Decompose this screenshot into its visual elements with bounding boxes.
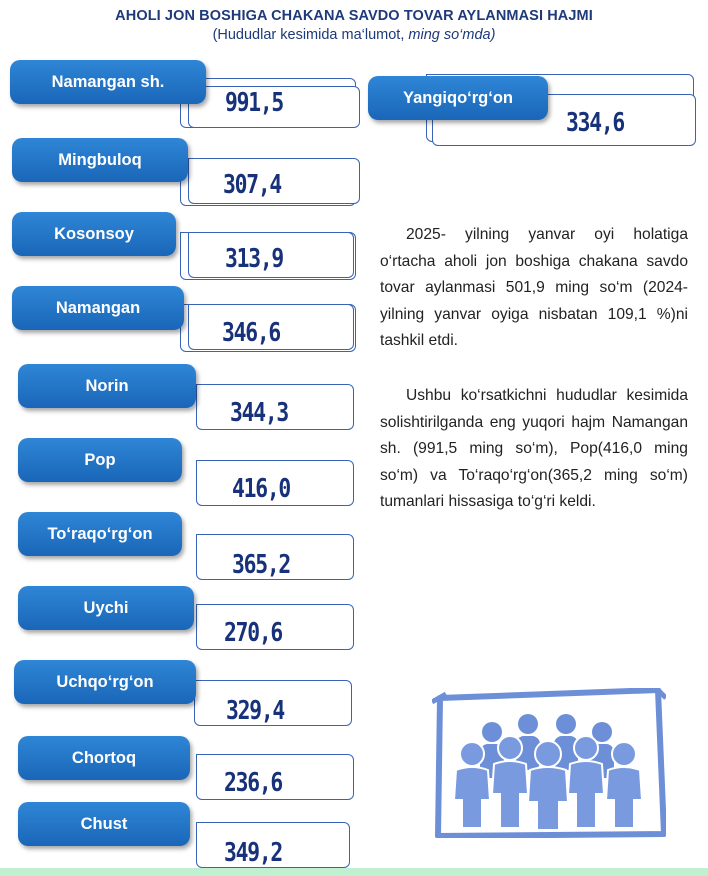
summary-paragraph: 2025- yilning yanvar oyi holatiga o‘rtacha aholi jon boshiga chakana savdo tovar aylanmasi 501,9 ming so‘m (2024- yilning yanvar oyiga nisbatan 109,1 %)ni tashkil etdi. (380, 226, 688, 350)
region-label: Norin (18, 364, 196, 408)
region-card-chortoq (18, 734, 358, 804)
page-subtitle (0, 27, 708, 43)
region-label: Uychi (18, 586, 194, 630)
region-label: Mingbuloq (12, 138, 188, 182)
region-label: Chortoq (18, 736, 190, 780)
region-card-namangan (10, 282, 360, 354)
region-value: 334,6 (566, 108, 625, 138)
region-value: 991,5 (225, 88, 284, 118)
region-card-kosonsoy (10, 210, 360, 280)
region-label: Pop (18, 438, 182, 482)
region-value: 313,9 (225, 244, 284, 274)
bottom-strip (0, 868, 708, 876)
region-label: Kosonsoy (12, 212, 176, 256)
comparison-paragraph: Ushbu ko‘rsatkichni hududlar kesimida solishtirilganda eng yuqori hajm Namangan sh. (991,5 ming so‘m), Pop(416,0 ming so‘m) va To‘raqo‘rg‘on(365,2 ming so‘m) tumanlari hissasiga to‘g‘ri keldi. (380, 387, 688, 511)
region-label: Namangan (12, 286, 184, 330)
region-label: Namangan sh. (10, 60, 206, 104)
region-label: To‘raqo‘rg‘on (18, 512, 182, 556)
region-card-uychi (18, 586, 358, 658)
region-value: 365,2 (232, 550, 291, 580)
region-card-yangiqorgon (366, 60, 700, 146)
region-value: 416,0 (232, 474, 291, 504)
region-card-mingbuloq (10, 136, 360, 206)
region-card-toraqorgon (18, 512, 358, 584)
subtitle-prefix: (Hududlar kesimida ma‘lumot, (212, 27, 409, 43)
region-card-norin (18, 362, 358, 434)
people-group-icon (432, 688, 666, 838)
page-title: AHOLI JON BOSHIGA CHAKANA SAVDO TOVAR AYLANMASI HAJMI (115, 8, 593, 24)
region-label: Uchqo‘rg‘on (14, 660, 196, 704)
subtitle-unit: ming so‘mda) (408, 27, 496, 43)
region-value: 270,6 (224, 618, 283, 648)
region-value: 346,6 (222, 318, 281, 348)
region-card-pop (18, 438, 358, 510)
region-value: 329,4 (226, 696, 285, 726)
region-value: 344,3 (230, 398, 289, 428)
region-value: 349,2 (224, 838, 283, 868)
region-card-uchqorgon (14, 660, 358, 732)
region-label: Yangiqo‘rg‘on (368, 76, 548, 120)
region-card-chust (14, 802, 358, 870)
region-label: Chust (18, 802, 190, 846)
region-value: 307,4 (223, 170, 282, 200)
region-card-namangan-sh (10, 56, 360, 130)
region-value: 236,6 (224, 768, 283, 798)
